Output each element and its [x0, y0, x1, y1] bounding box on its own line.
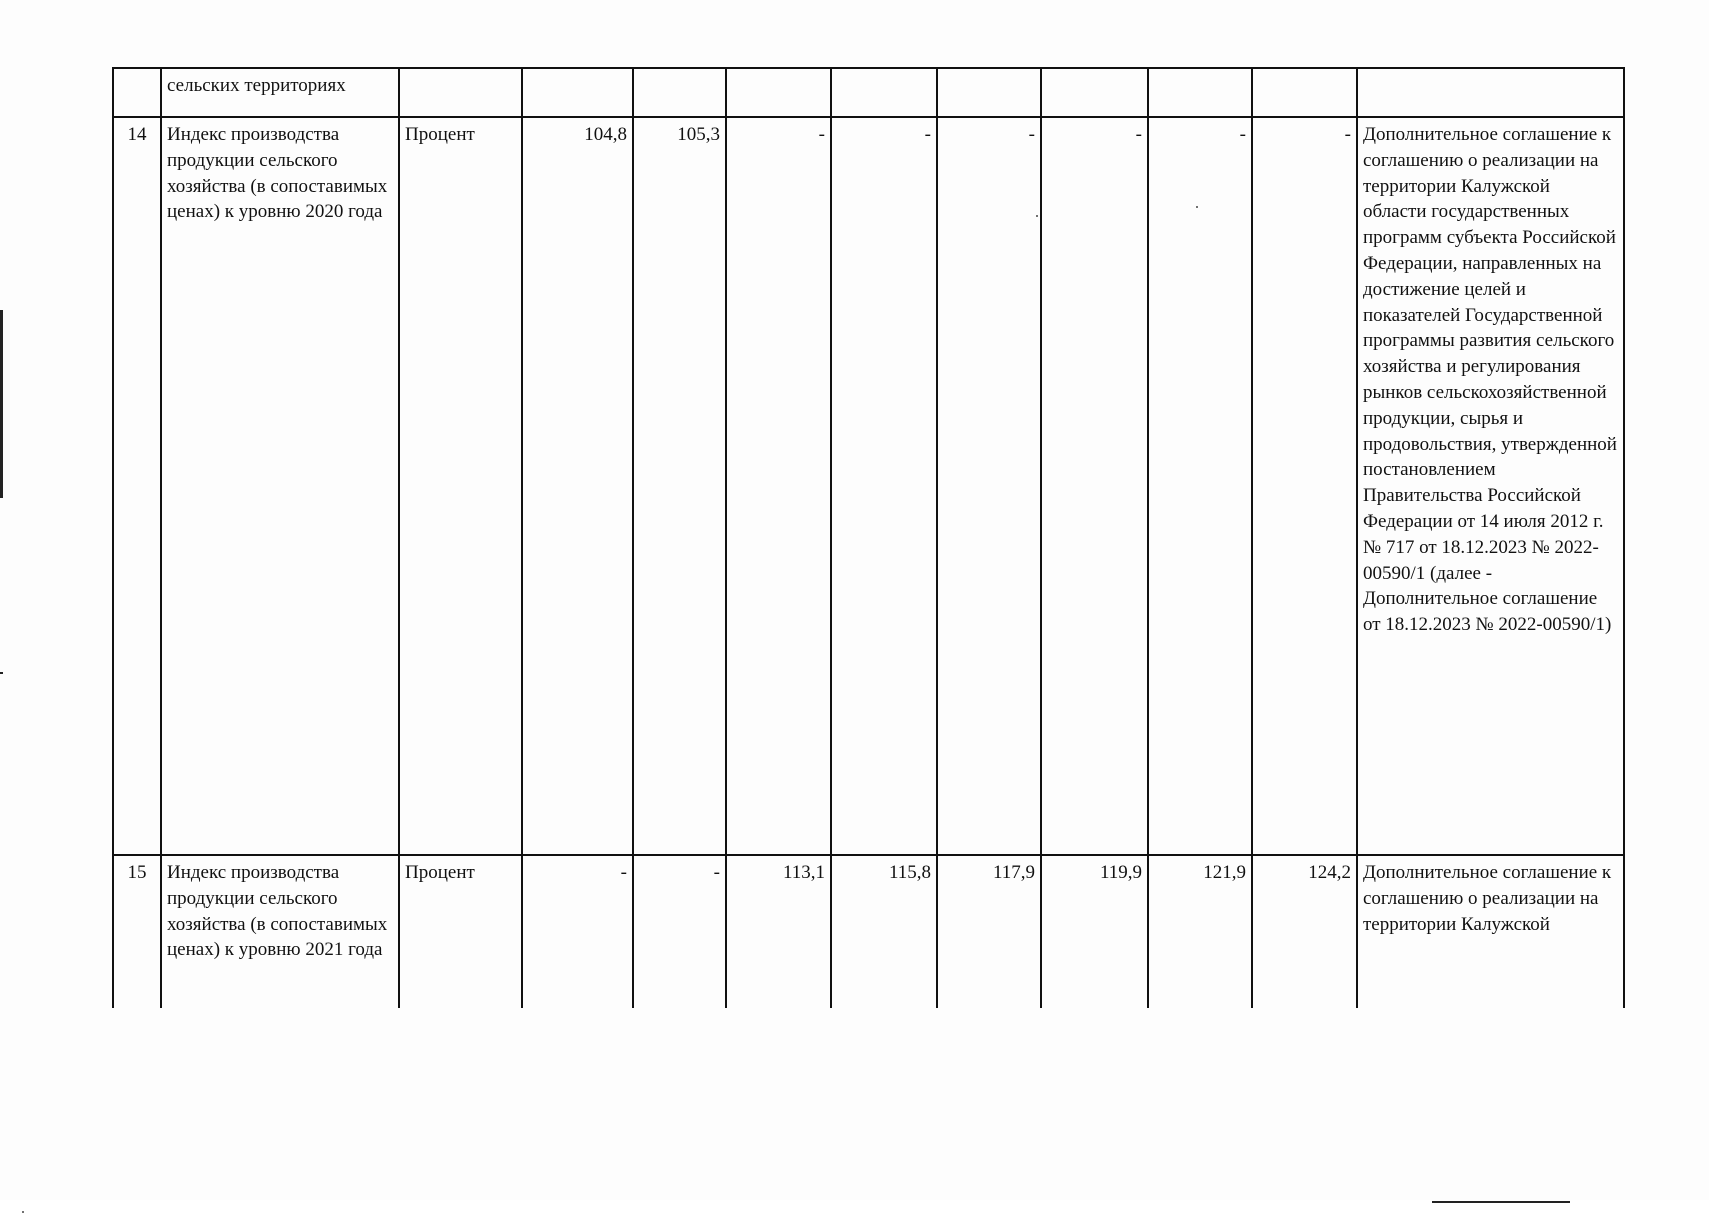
- indicator-name-cell: сельских территориях: [161, 68, 399, 117]
- value-cell: -: [831, 117, 937, 855]
- value-cell: [522, 68, 633, 117]
- unit-cell: Процент: [399, 117, 522, 855]
- value-cell: -: [633, 855, 726, 1008]
- row-number-cell: 14: [113, 117, 161, 855]
- value-cell: [633, 68, 726, 117]
- indicator-name-cell: Индекс производства продукции сельского хозяйства (в сопоставимых ценах) к уровню 2020 года: [161, 117, 399, 855]
- scan-edge-mark: [0, 310, 3, 498]
- value-cell: -: [1148, 117, 1252, 855]
- table-row: [113, 117, 1624, 855]
- value-cell: 121,9: [1148, 855, 1252, 1008]
- value-cell: [726, 68, 831, 117]
- value-cell: [1148, 68, 1252, 117]
- value-cell: -: [1041, 117, 1148, 855]
- value-cell: -: [522, 855, 633, 1008]
- value-cell: 104,8: [522, 117, 633, 855]
- scan-edge-mark: [0, 672, 3, 674]
- table-row: [113, 68, 1624, 117]
- value-cell: 105,3: [633, 117, 726, 855]
- source-note-cell: Дополнительное соглашение к соглашению о реализации на территории Калужской области государственных программ субъекта Российской Федерации, направленных на достижение целей и показателей Государственной программы развития сельского хозяйства и регулирования рынков сельскохозяйственной продукции, сырья и продовольствия, утвержденной постановлением Правительства Российской Федерации от 14 июля 2012 г. № 717 от 18.12.2023 № 2022-00590/1 (далее - Дополнительное соглашение от 18.12.2023 № 2022-00590/1): [1357, 117, 1624, 855]
- scan-speck: [1036, 215, 1038, 217]
- unit-cell: Процент: [399, 855, 522, 1008]
- value-cell: -: [726, 117, 831, 855]
- value-cell: 119,9: [1041, 855, 1148, 1008]
- source-note-cell: [1357, 68, 1624, 117]
- value-cell: 124,2: [1252, 855, 1357, 1008]
- unit-cell: [399, 68, 522, 117]
- value-cell: [1252, 68, 1357, 117]
- value-cell: 113,1: [726, 855, 831, 1008]
- table-row: [113, 855, 1624, 1008]
- row-number-cell: 15: [113, 855, 161, 1008]
- indicators-table: [112, 67, 1625, 1008]
- value-cell: [1041, 68, 1148, 117]
- scan-speck: [1196, 206, 1198, 208]
- value-cell: -: [937, 117, 1041, 855]
- value-cell: 115,8: [831, 855, 937, 1008]
- value-cell: [937, 68, 1041, 117]
- value-cell: -: [1252, 117, 1357, 855]
- value-cell: [831, 68, 937, 117]
- row-number-cell: [113, 68, 161, 117]
- source-note-cell: Дополнительное соглашение к соглашению о реализации на территории Калужской: [1357, 855, 1624, 1008]
- indicator-name-cell: Индекс производства продукции сельского хозяйства (в сопоставимых ценах) к уровню 2021 года: [161, 855, 399, 1008]
- value-cell: 117,9: [937, 855, 1041, 1008]
- footer-rule: [1432, 1201, 1570, 1203]
